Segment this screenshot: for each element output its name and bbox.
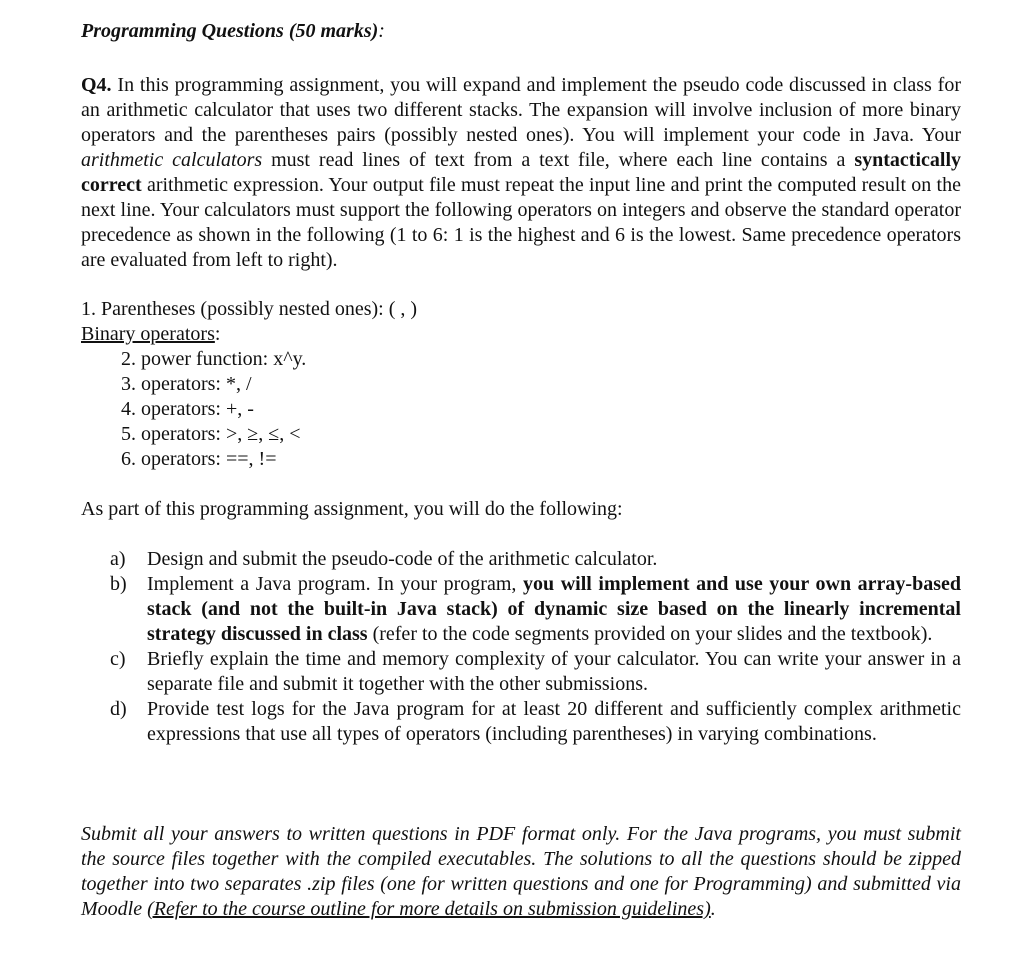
task-item-b bbox=[110, 572, 961, 647]
task-text-c: Briefly explain the time and memory complexity of your calculator. You can write your answer in a separate file and submit it together with the other submissions. bbox=[147, 648, 961, 695]
task-marker-b: b) bbox=[110, 573, 127, 595]
task-marker-d: d) bbox=[110, 698, 127, 720]
task-b-text-pre: Implement a Java program. In your program, bbox=[147, 573, 523, 595]
question-q4-paragraph bbox=[81, 73, 961, 273]
section-heading-colon: : bbox=[378, 20, 385, 42]
q4-strong-syntactically-correct: syntactically correct bbox=[81, 149, 961, 196]
q4-emphasis-arithmetic-calculators: arithmetic calculators bbox=[81, 149, 263, 171]
precedence-item-relational: 5. operators: >, ≥, ≤, < bbox=[121, 423, 301, 445]
submission-text-end: . bbox=[710, 898, 716, 920]
task-b-text-post: (refer to the code segments provided on your slides and the textbook). bbox=[367, 623, 933, 645]
course-outline-reference: (Refer to the course outline for more details on submission guidelines) bbox=[147, 898, 711, 920]
precedence-item-multiplicative: 3. operators: *, / bbox=[121, 373, 252, 395]
section-heading bbox=[81, 20, 385, 43]
precedence-item-additive: 4. operators: +, - bbox=[121, 398, 254, 420]
task-item-a bbox=[110, 547, 961, 572]
task-item-d bbox=[110, 697, 961, 747]
task-marker-a: a) bbox=[110, 548, 126, 570]
task-text-d: Provide test logs for the Java program for at least 20 different and sufficiently complex arithmetic expressions that use all types of operators (including parentheses) in varying combinations. bbox=[147, 698, 961, 745]
task-marker-c: c) bbox=[110, 648, 126, 670]
task-list bbox=[110, 547, 961, 747]
precedence-item-power: 2. power function: x^y. bbox=[121, 348, 307, 370]
task-text-b bbox=[147, 572, 961, 647]
section-heading-text: Programming Questions (50 marks) bbox=[81, 20, 379, 42]
task-b-bold-requirement: you will implement and use your own array-based stack (and not the built-in Java stack) of dynamic size based on the linearly incremental strategy discussed in class bbox=[147, 573, 961, 645]
precedence-item-parentheses: 1. Parentheses (possibly nested ones): ( , ) bbox=[81, 298, 418, 320]
submission-text: Submit all your answers to written questions in PDF format only. For the Java programs, you must submit the source files together with the compiled executables. The solutions to all the questions should be zipped together into two separates .zip files (one for written questions and one for Programming) and submitted via Moodle bbox=[81, 823, 961, 920]
operator-precedence-list bbox=[81, 297, 417, 472]
binary-operators-heading bbox=[81, 322, 417, 347]
binary-operators-colon: : bbox=[214, 323, 221, 345]
binary-operators-label: Binary operators bbox=[81, 323, 215, 345]
q4-text-part-2: must read lines of text from a text file, where each line contains a bbox=[262, 149, 855, 171]
q4-text-part-1: In this programming assignment, you will expand and implement the pseudo code discussed in class for an arithmetic calculator that uses two different stacks. The expansion will involve inclusion of more binary operators and the parentheses pairs (possibly nested ones). You will implement your code in Java. Your bbox=[81, 74, 961, 146]
task-text-a: Design and submit the pseudo-code of the arithmetic calculator. bbox=[147, 548, 658, 570]
submission-instructions bbox=[81, 822, 961, 922]
tasks-intro: As part of this programming assignment, you will do the following: bbox=[81, 498, 623, 520]
task-item-c bbox=[110, 647, 961, 697]
q4-text-part-3: arithmetic expression. Your output file must repeat the input line and print the computed result on the next line. Your calculators must support the following operators on integers and observe the standard operator precedence as shown in the following (1 to 6: 1 is the highest and 6 is the lowest. Same precedence operators are evaluated from left to right). bbox=[81, 174, 961, 271]
precedence-item-equality: 6. operators: ==, != bbox=[121, 448, 277, 470]
question-label: Q4. bbox=[81, 74, 112, 96]
